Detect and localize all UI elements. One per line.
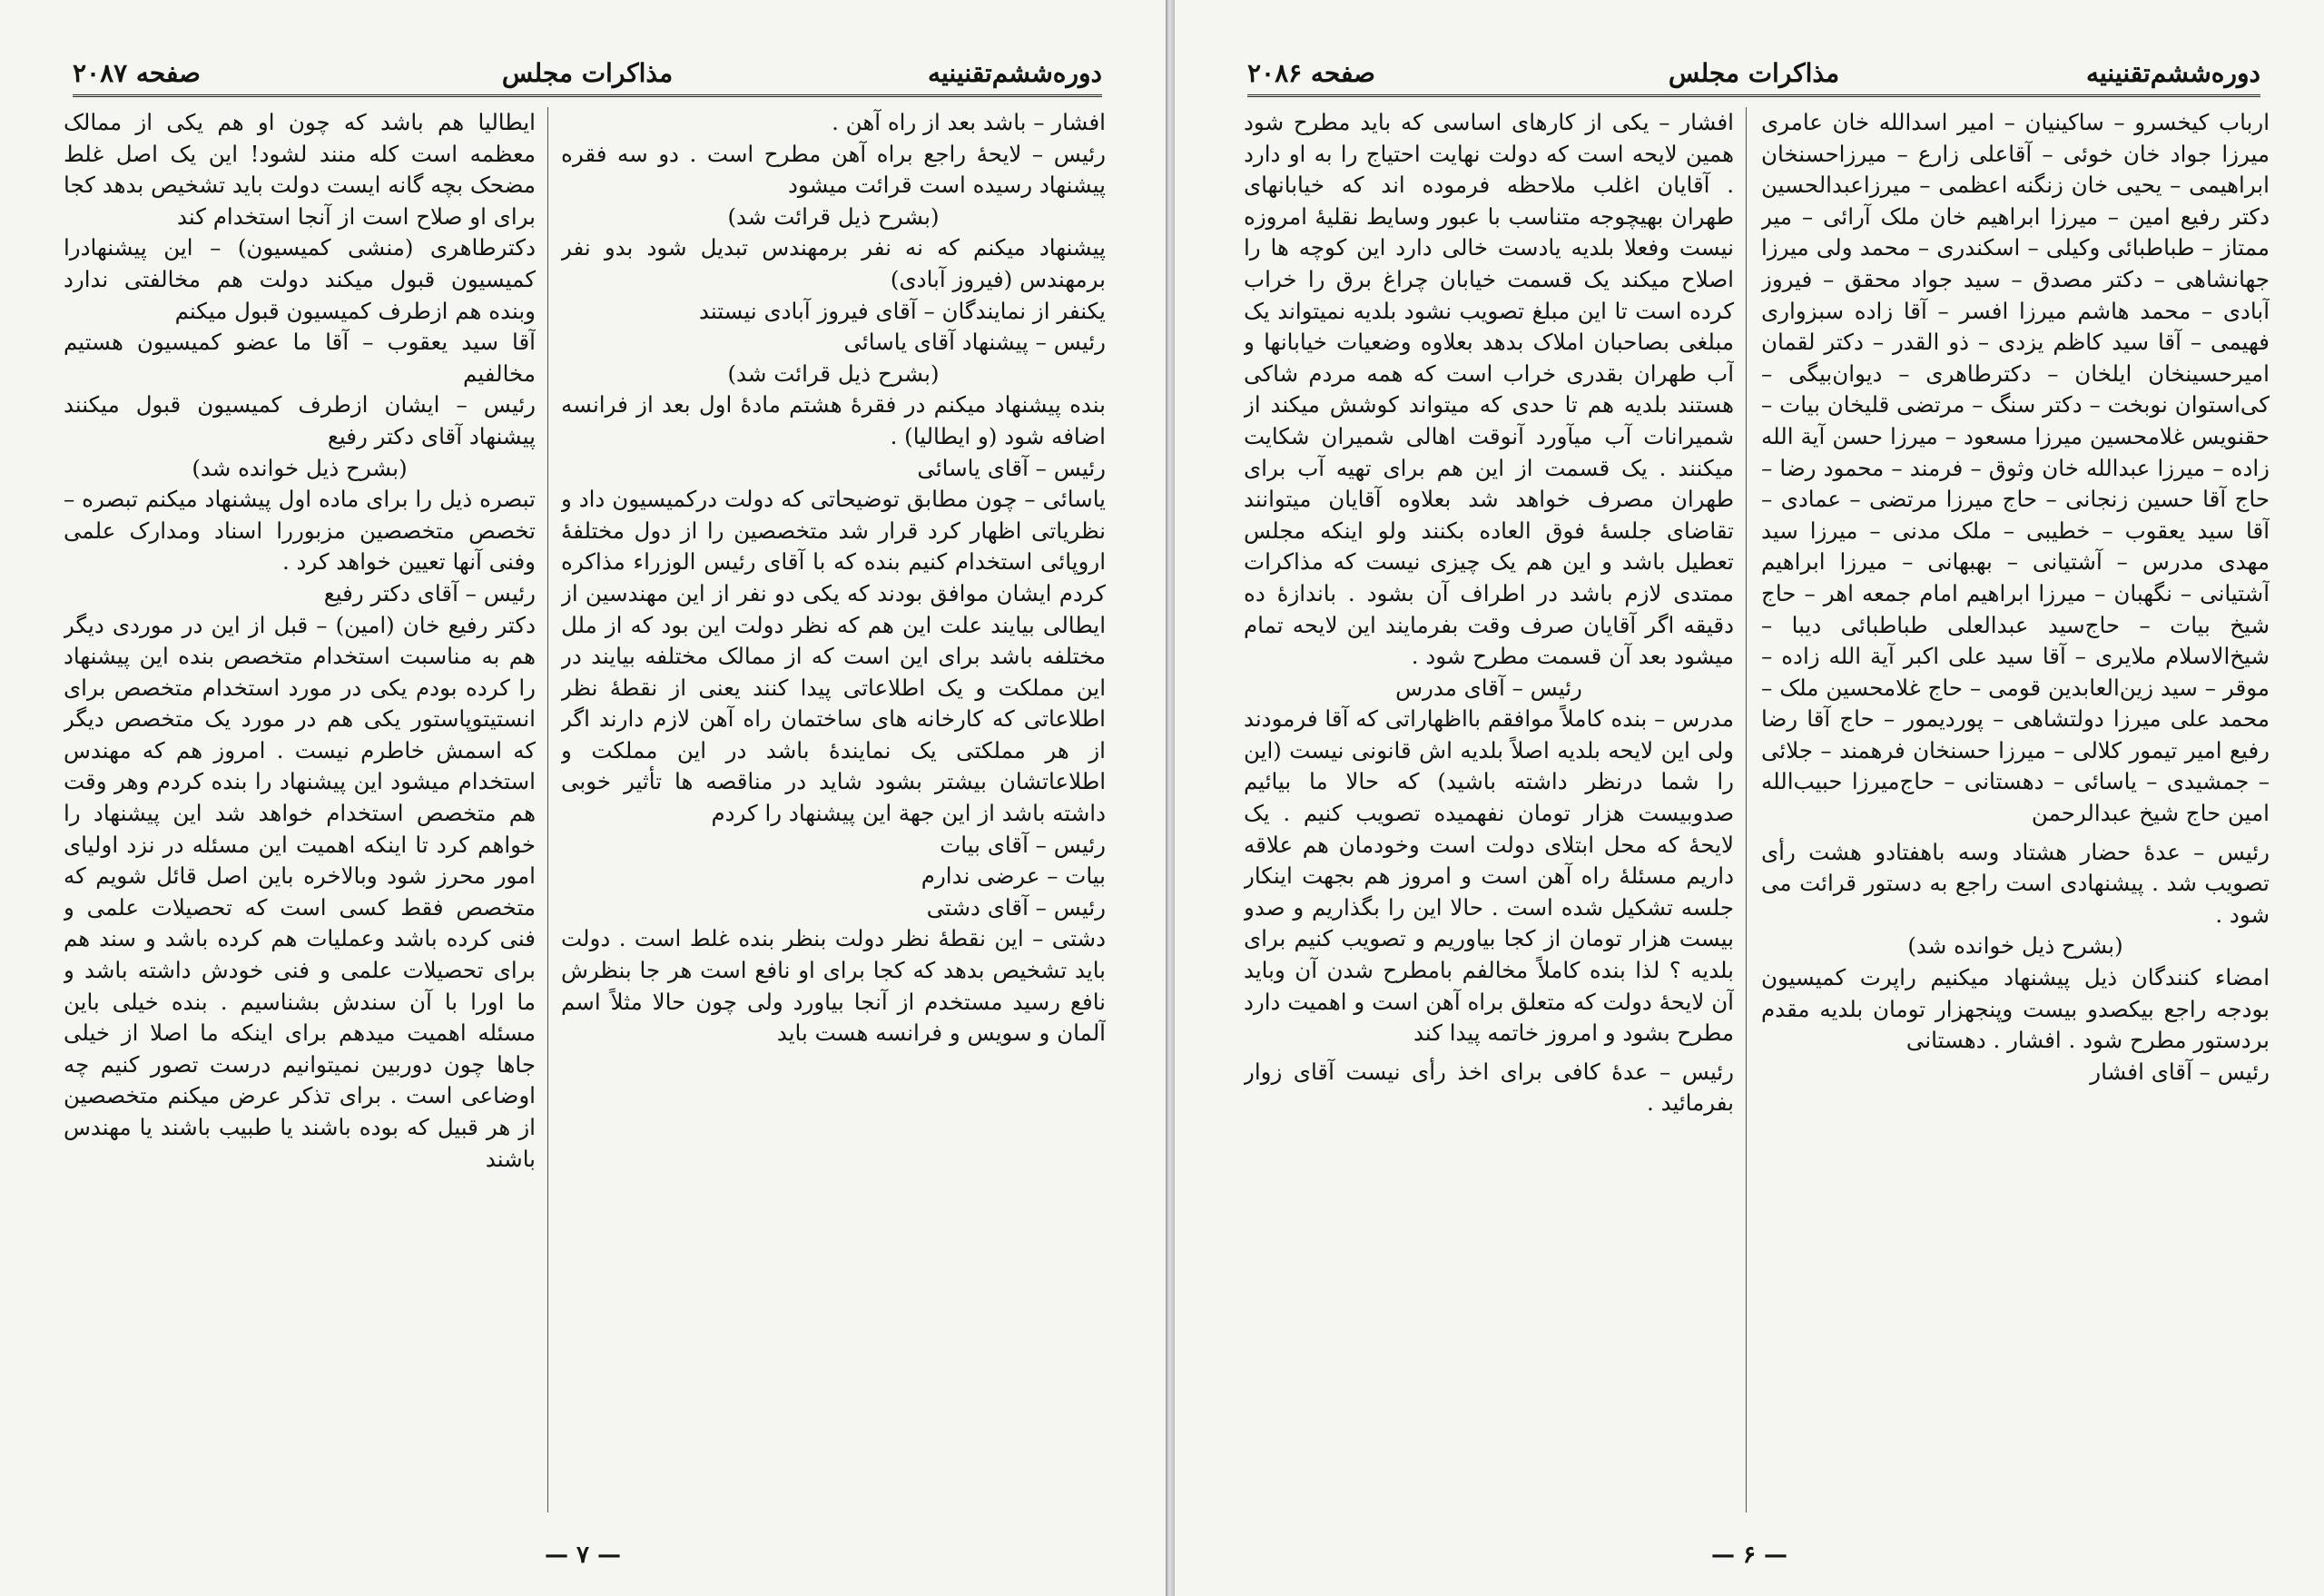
paragraph: رئیس – عدهٔ کافی برای اخذ رأی نیست آقای زوار بفرمائید . <box>1244 1058 1734 1117</box>
paragraph: ارباب کیخسرو – ساکینیان – امیر اسدالله خان عامری میرزا جواد خان خوئی – آقاعلی زارع – میرزاحسنخان ابراهیمی – یحیی خان زنگنه اعظمی – میرزاعبدالحسین دکتر رفیع امین – میرزا ابراهیم خان ملک آرائی – میر ممتاز – طباطبائی وکیلی – اسکندری – محمد ولی میرزا جهانشاهی – دکتر مصدق – سید جواد محقق – فیروز آبادی – محمد هاشم میرزا افسر – آقا زاده سبزواری فهیمی – آقا سید کاظم یزدی – ذو القدر – دکتر لقمان امیرحسینخان ایلخان – دکترطاهری – دیوان‌بیگی – کی‌استوان نوبخت – دکتر سنگ – مرتضی قلیخان بیات – حقنویس غلامحسین میرزا مسعود – میرزا حسن آیة الله زاده – میرزا عبدالله خان وثوق – فرمند – محمود رضا – حاج آقا حسین زنجانی – حاج میرزا مرتضی – عمادی – آقا سید یعقوب – خطیبی – ملک مدنی – میرزا سید مهدی مدرس – آشتیانی – بهبهانی – میرزا ابراهیم آشتیانی – نگهبان – میرزا ابراهیم امام جمعه اهر – حاج شیخ بیات – حاج‌سید عبدالعلی طباطبائی دیبا – شیخ‌الاسلام ملایری – آقا سید علی اکبر آیة الله زاده – موقر – سید زین‌العابدین قومی – حاج غلامحسین ملک – محمد علی میرزا دولتشاهی – پوردیمور – حاج آقا رضا رفیع امیر تیمور کلالی – میرزا حسنخان فرهمند – جلائی – جمشیدی – یاسائی – دهستانی – حاج‌میرزا حبیب‌الله امین حاج شیخ عبدالرحمن <box>1761 109 2270 827</box>
journal-title: مذاکرات مجلس <box>501 58 674 88</box>
paragraph: رئیس – آقای یاسائی <box>917 454 1106 481</box>
paragraph: (بشرح ذیل خوانده شد) <box>1907 932 2123 960</box>
paragraph: یاسائی – چون مطابق توضیحاتی که دولت درکمیسیون داد و نظریاتی اظهار کرد قرار شد متخصصین را از دول مختلفهٔ اروپائی استخدام کنیم بنده که با آقای رئیس الوزراء مذاکره کردم ایشان موافق بودند که یکی دو نفر از این مهندسین از ایطالی بیایند علت این هم که نظر دولت این بود که از ملل مختلفه باشد برای این است که از ممالک مختلفه بیایند در این مملکت و یک اطلاعاتی پیدا کنند یعنی از نقطهٔ نظر اطلاعاتی که کارخانه های ساختمان راه آهن لازم دارند اگر از هر مملکتی یک نمایندهٔ باشد در این مملکت و اطلاعاتشان بیشتر بشود شاید در مناقصه ها تأثیر خوبی داشته باشد از این جهة این پیشنهاد را کردم <box>561 486 1106 827</box>
session-label: دوره‌ششم‌تقنینیه <box>2085 58 2260 88</box>
paragraph: یکنفر از نمایندگان – آقای فیروز آبادی نیستند <box>698 297 1106 324</box>
paragraph: رئیس – لایحهٔ راجع براه آهن مطرح است . دو سه فقره پیشنهاد رسیده است قرائت میشود <box>561 140 1106 199</box>
page-number: صفحه ۲۰۸۷ <box>73 58 201 88</box>
paragraph: رئیس – عدهٔ حضار هشتاد وسه باهفتادو هشت رأی تصویب شد . پیشنهادی است راجع به دستور قرائت می شود . <box>1761 838 2270 928</box>
paragraph: (بشرح ذیل قرائت شد) <box>727 360 940 387</box>
page-number: صفحه ۲۰۸۶ <box>1247 58 1375 88</box>
paragraph: بیات – عرضی ندارم <box>921 862 1106 890</box>
paragraph: مدرس – بنده کاملاً موافقم بااظهاراتی که آقا فرمودند ولی این لایحه بلدیه اصلاً بلدیه اش قانونی نیست (این را شما درنظر داشته باشید) که حالا ما بیائیم صدوبیست هزار تومان نفهمیده تصویب کنیم . یک لایحهٔ که محل ابتلای دولت است وخودمان هم علاقه داریم مسئلهٔ راه آهن است و امروز هم بجهت اینکار جلسه تشکیل شده است . حالا این را بگذاریم و صدو بیست هزار تومان از کجا بیاوریم و تصویب کنیم برای بلدیه ؟ لذا بنده کاملاً مخالفم بامطرح شدن آن وباید آن لایحهٔ دولت که متعلق براه آهن است و اهمیت دارد مطرح بشود و امروز خاتمه پیدا کند <box>1244 705 1734 1047</box>
paragraph: دکتر رفیع خان (امین) – قبل از این در موردی دیگر هم به مناسبت استخدام متخصص بنده این پیشنهاد را کرده بودم یکی در مورد استخدام متخصص برای انستیتوپاستور یکی هم در مورد یک متخصص دیگر که اسمش خاطرم نیست . امروز هم که مهندس استخدام میشود این پیشنهاد را بنده کردم وهر وقت هم متخصص استخدام خواهد شد این پیشنهاد را خواهم کرد تا اینکه اهمیت این مسئله در نزد اولیای امور محرز شود وبالاخره باین اصل قائل شویم که متخصص فقط کسی است که تحصیلات علمی و فنی کرده باشد وعملیات هم کرده باشد و سند هم برای تحصیلات علمی و فنی خودش داشته باشد و ما اورا با آن سندش بشناسیم . بنده خیلی باین مسئله اهمیت میدهم برای اینکه ما اصلا از خیلی جاها چون دوربین نمیتوانیم درست تصور کنیم چه اوضاعی است . برای تذکر عرض میکنم متخصصین از هر قبیل که بوده باشند یا طبیب باشند یا مهندس باشند <box>64 611 536 1172</box>
paragraph: رئیس – آقای دشتی <box>926 893 1106 921</box>
paragraph: آقا سید یعقوب – آقا ما عضو کمیسیون هستیم مخالفیم <box>64 329 536 387</box>
session-label: دوره‌ششم‌تقنینیه <box>927 58 1102 88</box>
paragraph: بنده پیشنهاد میکنم در فقرهٔ هشتم مادهٔ اول بعد از فرانسه اضافه شود (و ایطالیا) . <box>561 391 1106 449</box>
text-column-right <box>1761 107 2270 1512</box>
paragraph: رئیس – ایشان ازطرف کمیسیون قبول میکنند پیشنهاد آقای دکتر رفیع <box>64 391 536 449</box>
paragraph: افشار – یکی از کارهای اساسی که باید مطرح شود همین لایحه است که دولت نهایت احتیاج را به او دارد . آقایان اغلب ملاحظه فرموده اند که خیابانهای طهران بهیچوجه متناسب با عبور وسایط نقلیهٔ امروزه نیست وفعلا بلدیه یادست خالی دارد این کوچه ها را اصلاح میکند یک قسمت خیابان چراغ برق را خراب کرده است تا این مبلغ تصویب نشود بلدیه نمیتواند یک مبلغی بصاحبان املاک بدهد بعلاوه وضعیات خیابانها و آب طهران بقدری خراب است که همه مردم شاکی هستند بلدیه هم تا حدی که میتواند کوشش میکند از شمیرانات آب میآورد آنوقت اهالی شمیران شکایت میکنند . یک قسمت از این هم برای تهیه آب برای طهران مصرف خواهد شد بعلاوه آقایان میتوانند تقاضای جلسهٔ فوق العاده بکنند ولو اینکه مجلس تعطیل باشد و این هم یک چیزی نیست که مذاکرات ممتدی لازم باشد در اطراف آن بشود . باندازهٔ ده دقیقه اگر آقایان صرف وقت بفرمایند این لایحه تمام میشود بعد آن قسمت مطرح شود . <box>1244 109 1734 670</box>
text-column-left <box>64 107 536 1512</box>
paragraph: ایطالیا هم باشد که چون او هم یکی از ممالک معظمه است کله منند لشود! این یک اصل غلط مضحک بچه گانه ایست دولت باید تشخیص بدهد کجا برای او صلاح است از آنجا استخدام کند <box>64 109 536 230</box>
paragraph: دکترطاهری (منشی کمیسیون) – این پیشنهادرا کمیسیون قبول میکند دولت هم مخالفتی ندارد وبنده هم ازطرف کمیسیون قبول میکنم <box>64 234 536 324</box>
paragraph: (بشرح ذیل خوانده شد) <box>192 454 408 481</box>
column-divider <box>1746 107 1747 1512</box>
paragraph: رئیس – آقای افشار <box>2090 1058 2270 1085</box>
column-divider <box>547 107 548 1512</box>
journal-title: مذاکرات مجلس <box>1668 58 1840 88</box>
paragraph: رئیس – آقای مدرس <box>1395 674 1582 701</box>
text-column-right <box>561 107 1106 1512</box>
paragraph: رئیس – آقای دکتر رفیع <box>323 579 536 606</box>
paragraph: تبصره ذیل را برای ماده اول پیشنهاد میکنم تبصره – تخصص متخصصین مزبوررا اسناد ومدارک علمی وفنی آنها تعیین خواهد کرد . <box>64 486 536 576</box>
paragraph: رئیس – آقای بیات <box>940 831 1106 858</box>
paragraph: امضاء کنندگان ذیل پیشنهاد میکنیم راپرت کمیسیون بودجه راجع بیکصدو بیست وپنجهزار تومان بلدیه مقدم بردستور مطرح شود . افشار . دهستانی <box>1761 964 2270 1054</box>
paragraph: (بشرح ذیل قرائت شد) <box>727 202 940 230</box>
paragraph: افشار – باشد بعد از راه آهن . <box>832 109 1106 135</box>
paragraph: پیشنهاد میکنم که نه نفر برمهندس تبدیل شود بدو نفر برمهندس (فیروز آبادی) <box>561 234 1106 292</box>
page-folio: — ۶ — <box>1710 1542 1788 1569</box>
text-column-left <box>1244 107 1734 1512</box>
book-gutter <box>1166 0 1175 1596</box>
right-page-header <box>1247 56 2260 97</box>
page-folio: — ۷ — <box>544 1542 622 1569</box>
paragraph: رئیس – پیشنهاد آقای یاسائی <box>843 329 1106 356</box>
left-page-header <box>73 56 1102 97</box>
right-page <box>1175 0 2324 1596</box>
paragraph: دشتی – این نقطهٔ نظر دولت بنظر بنده غلط است . دولت باید تشخیص بدهد که کجا برای او نافع است هر جا بنظرش نافع رسید مستخدم از آنجا بیاورد ولی چون حالا مثلاً اسم آلمان و سویس و فرانسه هست باید <box>561 925 1106 1047</box>
